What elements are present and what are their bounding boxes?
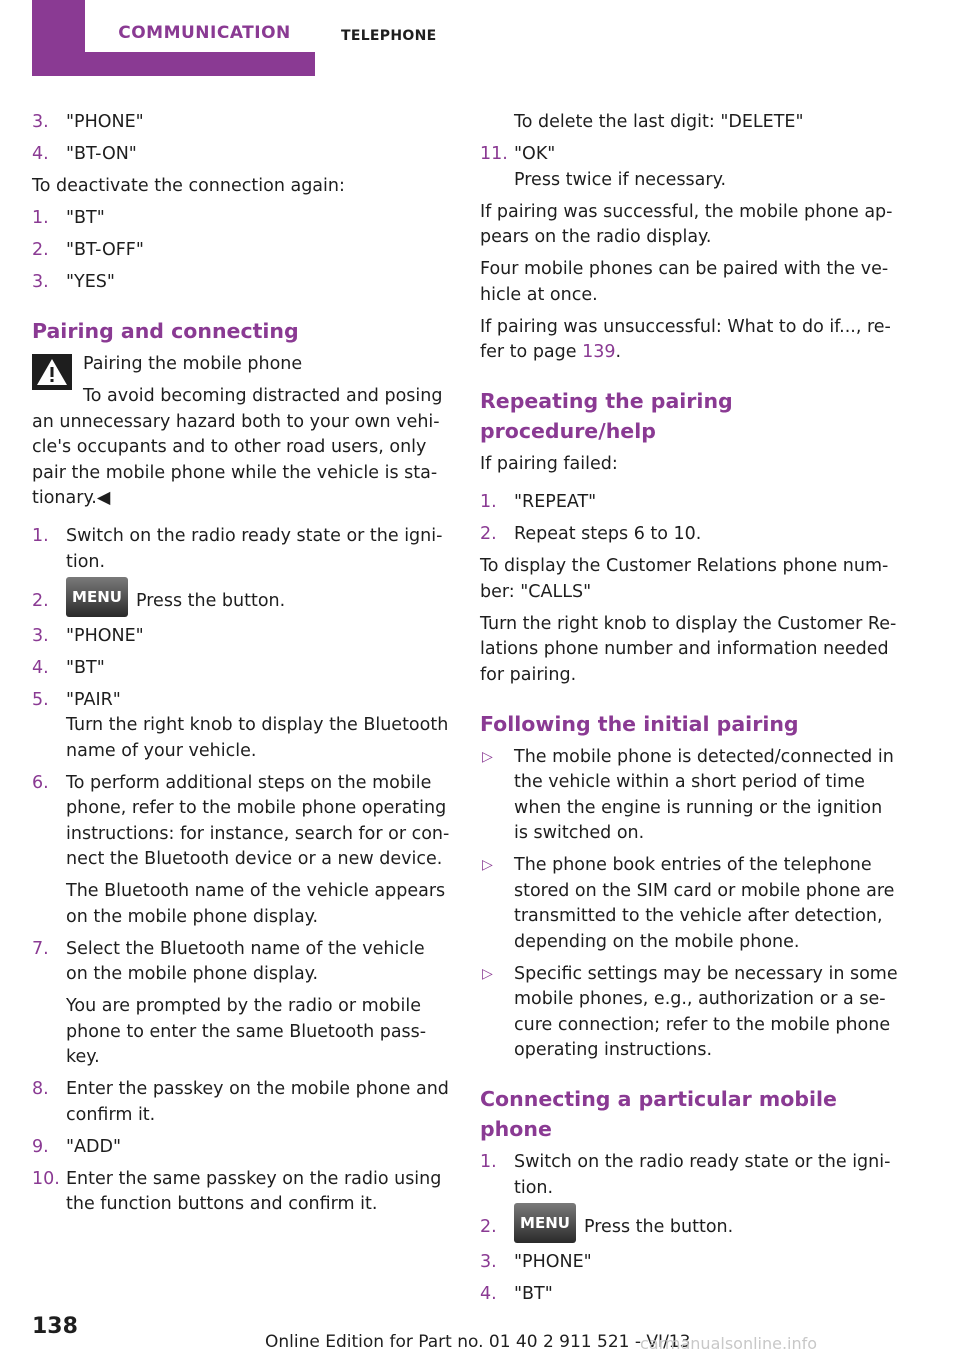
list-item: 4. "BT-ON" xyxy=(32,144,137,164)
para-unsuccessful: If pairing was unsuccessful: What to do if..., re‐fer to page 139. xyxy=(480,316,891,362)
list-item: 11. "OK" xyxy=(480,144,556,164)
left-column xyxy=(32,110,450,1224)
header-tabs xyxy=(0,0,960,76)
list-item: 2. Repeat steps 6 to 10. xyxy=(480,524,702,544)
para-calls: To display the Customer Relations phone num‐ber: "CALLS" xyxy=(480,556,889,602)
heading-repeating-pairing: Repeating the pairing procedure/help xyxy=(480,389,733,443)
menu-button-icon: MENU xyxy=(66,577,128,617)
list-item: 1. "BT" xyxy=(32,208,105,228)
list-item: 1. Switch on the radio ready state or the igni‐tion. xyxy=(32,526,443,572)
warning-title: Pairing the mobile phone xyxy=(83,354,303,374)
delete-text: To delete the last digit: "DELETE" xyxy=(514,112,804,132)
heading-pairing-and-connecting: Pairing and connecting xyxy=(32,319,299,343)
bullet-item: ▷ Specific settings may be necessary in some mobile phones, e.g., authorization or a se‐cure connection; refer to the mobile phone operating instructions. xyxy=(482,963,898,1060)
heading-connecting-phone: Connecting a particular mobile phone xyxy=(480,1087,837,1141)
list-item: 3. "YES" xyxy=(32,272,115,292)
heading-following-initial-pairing: Following the initial pairing xyxy=(480,711,799,736)
deactivate-text: To deactivate the connection again: xyxy=(32,176,345,196)
list-item: 2. MENU Press the button. xyxy=(480,1215,898,1243)
list-item: 7. Select the Bluetooth name of the vehicle on the mobile phone display. xyxy=(32,938,425,984)
list-item: 1. "REPEAT" xyxy=(480,492,597,512)
list-item: 8. Enter the passkey on the mobile phone and confirm it. xyxy=(32,1079,449,1125)
list-item: 2. "BT-OFF" xyxy=(32,240,144,260)
right-column xyxy=(480,110,898,1314)
list-item: 10. Enter the same passkey on the radio using the function buttons and confirm it. xyxy=(32,1168,442,1214)
page-number: 138 xyxy=(32,1314,78,1339)
bullet-item: ▷ The phone book entries of the telephone stored on the SIM card or mobile phone are transmitted to the vehicle after detection, depending on the mobile phone. xyxy=(482,855,895,952)
watermark: carmanualsonline.info xyxy=(640,1334,818,1353)
tab-telephone[interactable]: TELEPHONE xyxy=(341,28,437,44)
triangle-bullet-icon: ▷ xyxy=(482,965,493,982)
para-four-phones: Four mobile phones can be paired with the ve‐hicle at once. xyxy=(480,259,889,305)
tab-communication[interactable] xyxy=(32,0,315,76)
list-item: 3. "PHONE" xyxy=(32,625,144,646)
if-failed-text: If pairing failed: xyxy=(480,454,618,474)
list-item: 4. "BT" xyxy=(480,1283,553,1304)
edition-footer: Online Edition for Part no. 01 40 2 911 521 - VI/13 xyxy=(265,1332,691,1352)
list-item: 3. "PHONE" xyxy=(32,112,144,132)
list-item-note: Press twice if necessary. xyxy=(514,169,727,190)
list-item: 6. To perform additional steps on the mobile phone, refer to the mobile phone operating instructions: for instance, search for or con‐nect the Bluetooth device or a new device. xyxy=(32,772,450,869)
list-item: 1. Switch on the radio ready state or the igni‐tion. xyxy=(480,1152,891,1198)
triangle-bullet-icon: ▷ xyxy=(482,857,493,873)
page-link[interactable]: 139 xyxy=(582,342,616,362)
list-item: 9. "ADD" xyxy=(32,1136,122,1157)
list-item-note: The Bluetooth name of the vehicle appears on the mobile phone display. xyxy=(66,881,446,927)
warning-body: To avoid becoming distracted and posing an unnecessary hazard both to your own vehi‐cle's occupants and to other road users, only pair the mobile phone while the vehicle is sta‐tionary.◀ xyxy=(32,386,443,508)
menu-button-icon: MENU xyxy=(514,1203,576,1243)
list-item: 2. MENU Press the button. xyxy=(32,589,450,617)
list-item: 4. "BT" xyxy=(32,657,105,678)
para-success: If pairing was successful, the mobile phone ap‐pears on the radio display. xyxy=(480,201,893,247)
bullet-item: ▷ The mobile phone is detected/connected in the vehicle within a short period of time when the engine is running or the ignition is switched on. xyxy=(482,746,894,843)
warning-icon xyxy=(32,354,72,390)
list-item: 3. "PHONE" xyxy=(480,1251,592,1272)
list-item-note: Turn the right knob to display the Bluetooth name of your vehicle. xyxy=(66,715,449,761)
para-right-knob: Turn the right knob to display the Customer Re‐lations phone number and information needed for pairing. xyxy=(480,613,897,685)
triangle-bullet-icon: ▷ xyxy=(482,748,493,765)
list-item: 5. "PAIR" xyxy=(32,689,121,710)
list-item-note: You are prompted by the radio or mobile phone to enter the same Bluetooth pass‐key. xyxy=(66,996,427,1067)
warning-box xyxy=(32,352,450,512)
tab-communication-label: COMMUNICATION xyxy=(85,0,324,52)
